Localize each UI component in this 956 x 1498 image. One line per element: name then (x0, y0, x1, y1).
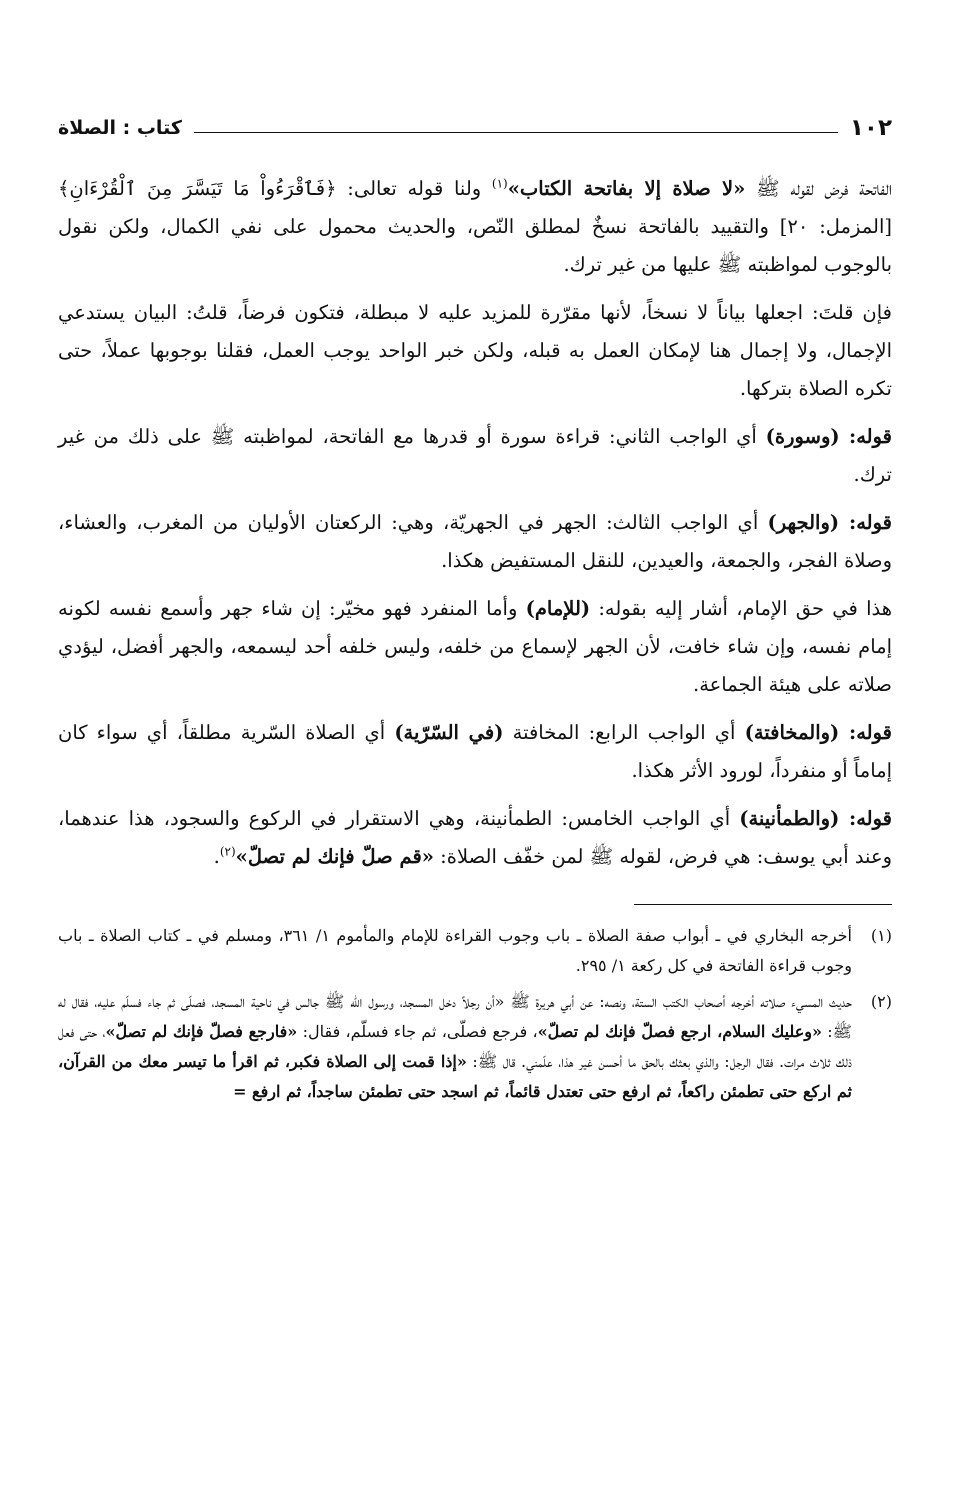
body-text: . (213, 845, 220, 868)
paragraph (58, 418, 892, 494)
body-text: أي الواجب الرابع: المخافتة (503, 721, 745, 744)
body-text: هذا في حق الإمام، أشار إليه بقوله: (590, 597, 893, 620)
body-text: ، فرجع فصلّى، ثم جاء فسلّم، فقال: (297, 1022, 538, 1041)
paragraph (58, 170, 892, 284)
body-text: أي الواجب الثاني: قراءة سورة أو قدرها مع الفاتحة، لمواظبته ﷺ على ذلك من غير ترك. (58, 425, 892, 486)
bold-text: قوله: (839, 511, 893, 534)
footnote-divider (634, 904, 892, 905)
footnote (58, 921, 892, 981)
bold-text: قوله: (839, 807, 892, 830)
page-number: ١٠٢ (849, 115, 892, 141)
header-rule (194, 132, 838, 133)
paragraph (58, 714, 892, 790)
footnote (58, 987, 892, 1107)
bold-text: (وسورة) (765, 425, 840, 448)
body-text: أي الصلاة السّرية مطلقاً، أي سواء كان إماماً أو منفرداً، لورود الأثر هكذا. (58, 721, 892, 782)
book-page (58, 108, 892, 1113)
body-text: الفاتحة فرض لقوله ﷺ (745, 177, 892, 200)
bold-text: (في السّرّية) (394, 721, 504, 744)
bold-text: (والطمأنينة) (739, 807, 840, 830)
bold-text: (للإمام) (525, 597, 591, 620)
bold-text: «وعليك السلام، ارجع فصلّ فإنك لم تصلّ» (537, 1022, 822, 1041)
body-text: ولنا قوله تعالى: ﴿فَٱقْرَءُواْ مَا تَيَسَّرَ مِنَ ٱلْقُرْءَانِ﴾ [المزمل: ٢٠] والتقييد بالفاتحة نسخٌ لمطلق النّص، والحديث محمول على نفي الكمال، ولكن نقول بالوجوب لمواظبته ﷺ عليها من غير ترك. (58, 177, 892, 276)
main-text (58, 170, 892, 876)
paragraph (58, 800, 892, 876)
bold-text: قوله: (839, 425, 892, 448)
body-text: وأما المنفرد فهو مخيّر: إن شاء جهر وأسمع نفسه لكونه إمام نفسه، وإن شاء خافت، لأن الجهر لإسماع من خلفه، وليس خلفه أحد ليسمعه، والجهر أفضل، ليؤدي صلاته على هيئة الجماعة. (58, 597, 892, 696)
footnote-number: (١) (870, 926, 892, 945)
page-header (58, 108, 892, 148)
paragraph (58, 504, 892, 580)
body-text: حديث المسيء صلاته أخرجه أصحاب الكتب الستة، ونصه: عن أبي هريرة ﷺ «أن رجلاً دخل المسجد، ورسول الله ﷺ جالس في ناحية المسجد، فصلّى ثم جاء فسلّم عليه، فقال له ﷺ: (58, 992, 852, 1041)
body-text: ، حتى فعل ذلك ثلاث مرات. فقال الرجل: والذي بعثك بالحق ما أحسن غير هذا، علّمني. قال ﷺ: (58, 1022, 853, 1071)
body-text: أخرجه البخاري في ـ أبواب صفة الصلاة ـ باب وجوب القراءة للإمام والمأموم ١/ ٣٦١، ومسلم في ـ كتاب الصلاة ـ باب وجوب قراءة الفاتحة في كل ركعة ١/ ٢٩٥. (58, 926, 852, 975)
footnote-reference: (٢) (219, 844, 236, 859)
footnotes (58, 921, 892, 1107)
footnote-text (58, 921, 852, 981)
body-text: أي الواجب الثالث: الجهر في الجهريّة، وهي: الركعتان الأوليان من المغرب، والعشاء، وصلاة الفجر، والجمعة، والعيدين، للنقل المستفيض هكذا. (58, 511, 892, 572)
bold-text: «فارجع فصلّ فإنك لم تصلّ» (105, 1022, 298, 1041)
bold-text: (والمخافتة) (744, 721, 840, 744)
bold-text: (والجهر) (767, 511, 840, 534)
bold-text: «لا صلاة إلا بفاتحة الكتاب» (507, 177, 746, 200)
running-title: كتاب : الصلاة (58, 117, 182, 139)
paragraph (58, 294, 892, 408)
bold-text: قوله: (839, 721, 893, 744)
footnote-text (58, 987, 852, 1107)
body-text: فإن قلتَ: اجعلها بياناً لا نسخاً، لأنها مقرّرة للمزيد عليه لا مبطلة، فتكون فرضاً، قلتُ: البيان يستدعي الإجمال، ولا إجمال هنا لإمكان العمل به قبله، ولكن خبر الواحد يوجب العمل، فقلنا بوجوبها عملاً، حتى تكره الصلاة بتركها. (58, 301, 892, 400)
paragraph (58, 590, 892, 704)
footnote-number: (٢) (870, 992, 892, 1011)
bold-text: «قم صلّ فإنك لم تصلّ» (235, 845, 434, 868)
footnote-reference: (١) (491, 176, 508, 191)
bold-text: «إذا قمت إلى الصلاة فكبر، ثم اقرأ ما تيسر معك من القرآن، ثم اركع حتى تطمئن راكعاً، ثم ارفع حتى تعتدل قائماً، ثم اسجد حتى تطمئن ساجداً، ثم ارفع = (58, 1052, 852, 1101)
body-text: أي الواجب الخامس: الطمأنينة، وهي الاستقرار في الركوع والسجود، هذا عندهما، وعند أبي يوسف: هي فرض، لقوله ﷺ لمن خفّف الصلاة: (58, 807, 892, 868)
